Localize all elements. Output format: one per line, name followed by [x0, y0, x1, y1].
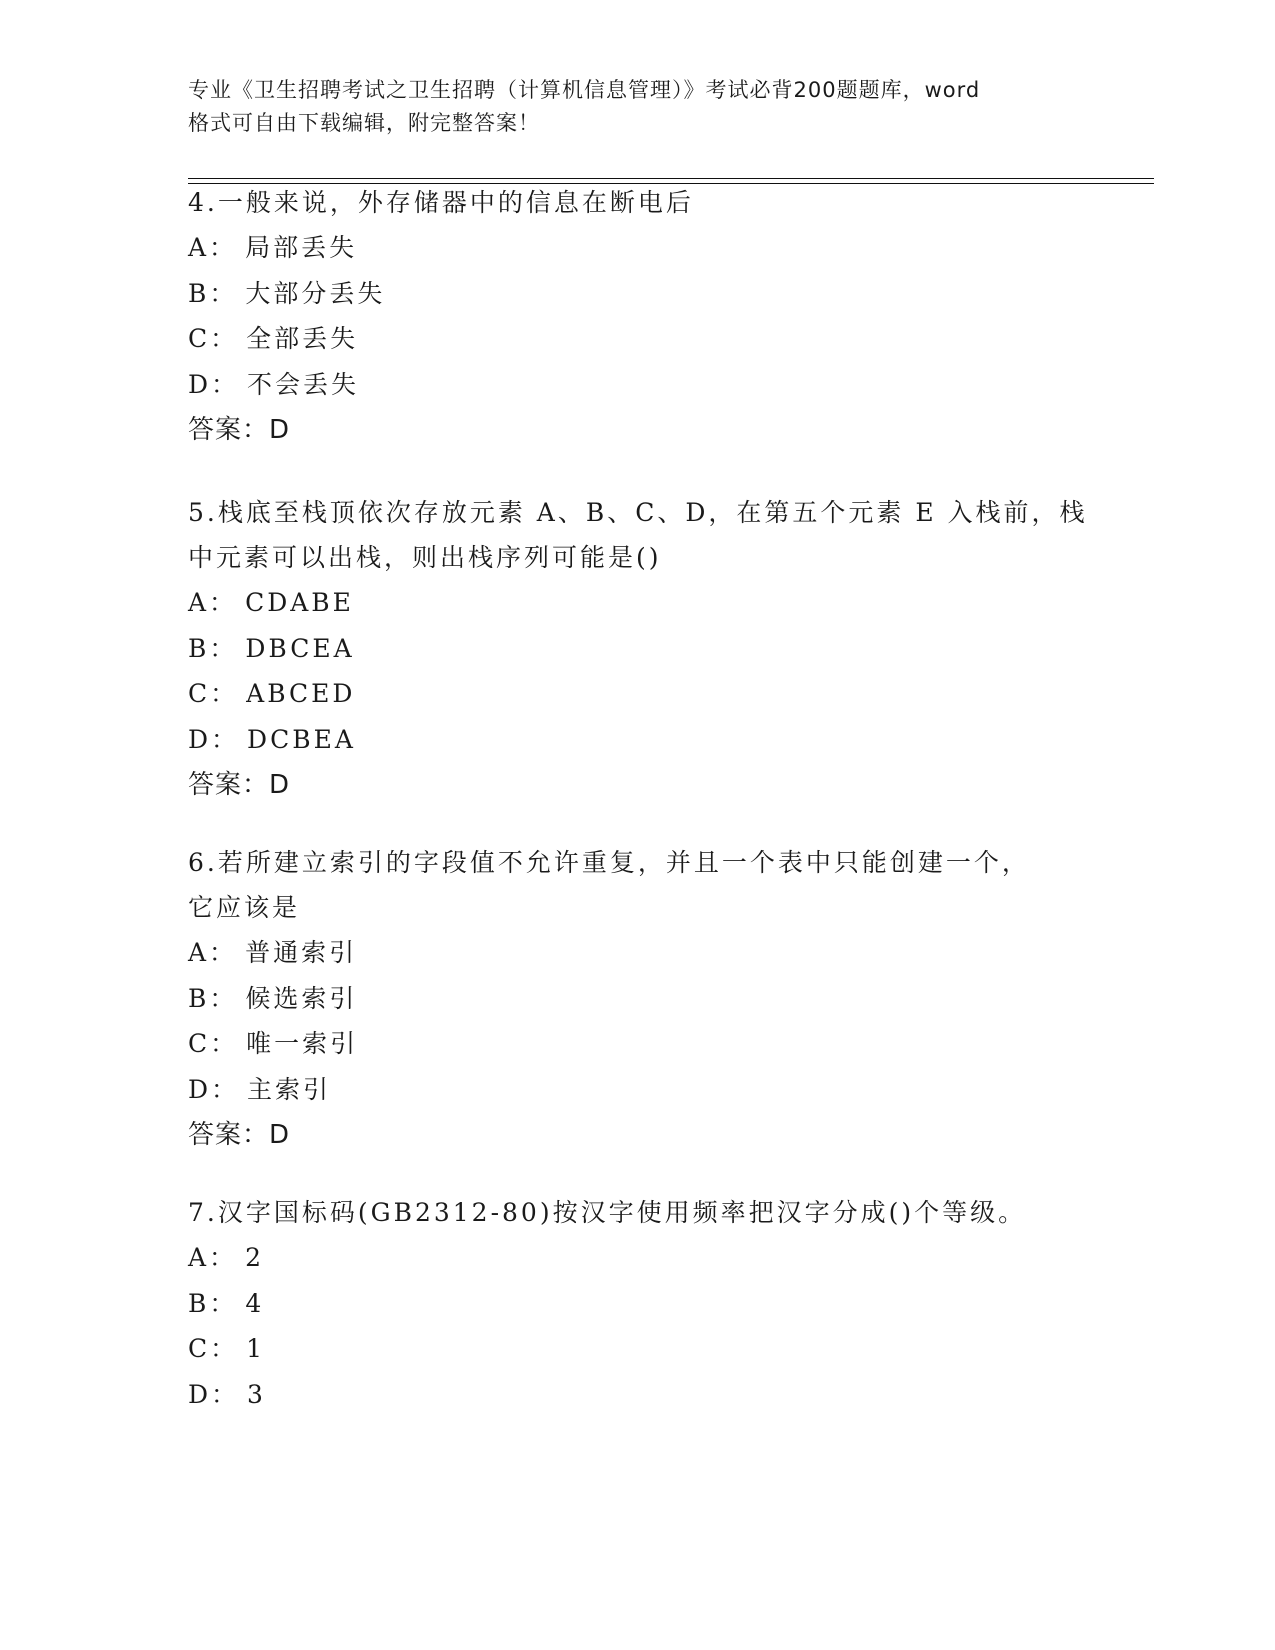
option-key: D：: [188, 724, 240, 754]
option-text: 候选索引: [245, 983, 358, 1013]
option-key: C：: [188, 679, 239, 708]
option-text: DBCEA: [245, 633, 355, 663]
option-b: [188, 271, 1088, 317]
option-key: B：: [188, 633, 238, 663]
option-a: [188, 930, 1088, 976]
answer: 答案：D: [188, 770, 291, 800]
option-text: 普通索引: [245, 938, 358, 967]
option-key: B：: [188, 983, 238, 1013]
question-stem-line-2: 中元素可以出栈，则出栈序列可能是(): [188, 543, 662, 572]
option-b: [188, 976, 1088, 1022]
option-b: [188, 1281, 1088, 1327]
question-stem-line-1: 5.栈底至栈顶依次存放元素 A、B、C、D，在第五个元素 E 入栈前，栈: [188, 498, 1088, 527]
question-stem-line-2: 它应该是: [188, 893, 301, 922]
option-text: 2: [245, 1243, 264, 1272]
option-text: 全部丢失: [246, 324, 359, 353]
option-key: A：: [188, 1243, 238, 1272]
option-key: B：: [188, 1288, 238, 1318]
question-6: [188, 840, 1088, 1158]
option-key: C：: [188, 324, 239, 353]
option-key: A：: [188, 588, 238, 617]
option-key: C：: [188, 1029, 239, 1058]
header-divider-top: [188, 178, 1154, 179]
question-4: [188, 180, 1088, 453]
question-stem: 7.汉字国标码(GB2312-80)按汉字使用频率把汉字分成()个等级。: [188, 1198, 1027, 1227]
document-header: 专业《卫生招聘考试之卫生招聘（计算机信息管理）》考试必背200题题库，word 格式可自由下载编辑，附完整答案！: [188, 78, 981, 135]
option-key: D：: [188, 1074, 240, 1104]
option-d: [188, 1067, 1088, 1113]
answer: 答案：D: [188, 415, 291, 445]
question-stem: 4.一般来说，外存储器中的信息在断电后: [188, 188, 694, 217]
option-text: ABCED: [246, 679, 356, 708]
option-c: [188, 316, 1088, 362]
option-a: [188, 225, 1088, 271]
option-text: 唯一索引: [246, 1029, 359, 1058]
question-stem-line-1: 6.若所建立索引的字段值不允许重复，并且一个表中只能创建一个，: [188, 848, 1030, 877]
option-b: [188, 626, 1088, 672]
option-text: DCBEA: [247, 724, 356, 754]
option-key: D：: [188, 1379, 240, 1409]
answer: 答案：D: [188, 1120, 291, 1150]
option-d: [188, 1372, 1088, 1418]
option-key: C：: [188, 1334, 239, 1363]
option-text: 1: [246, 1334, 266, 1363]
option-text: 3: [247, 1379, 266, 1409]
option-key: D：: [188, 369, 240, 399]
option-a: [188, 580, 1088, 626]
option-c: [188, 1326, 1088, 1372]
option-key: B：: [188, 278, 238, 308]
option-text: 4: [245, 1288, 265, 1318]
option-c: [188, 1021, 1088, 1067]
option-a: [188, 1235, 1088, 1281]
option-c: [188, 671, 1088, 717]
option-text: CDABE: [245, 588, 354, 617]
option-text: 局部丢失: [245, 233, 358, 262]
option-d: [188, 362, 1088, 408]
option-text: 不会丢失: [247, 369, 360, 399]
option-text: 主索引: [247, 1074, 332, 1104]
option-key: A：: [188, 233, 238, 262]
option-d: [188, 717, 1088, 763]
question-7: [188, 1190, 1088, 1417]
option-key: A：: [188, 938, 238, 967]
option-text: 大部分丢失: [245, 278, 386, 308]
question-5: [188, 490, 1088, 808]
